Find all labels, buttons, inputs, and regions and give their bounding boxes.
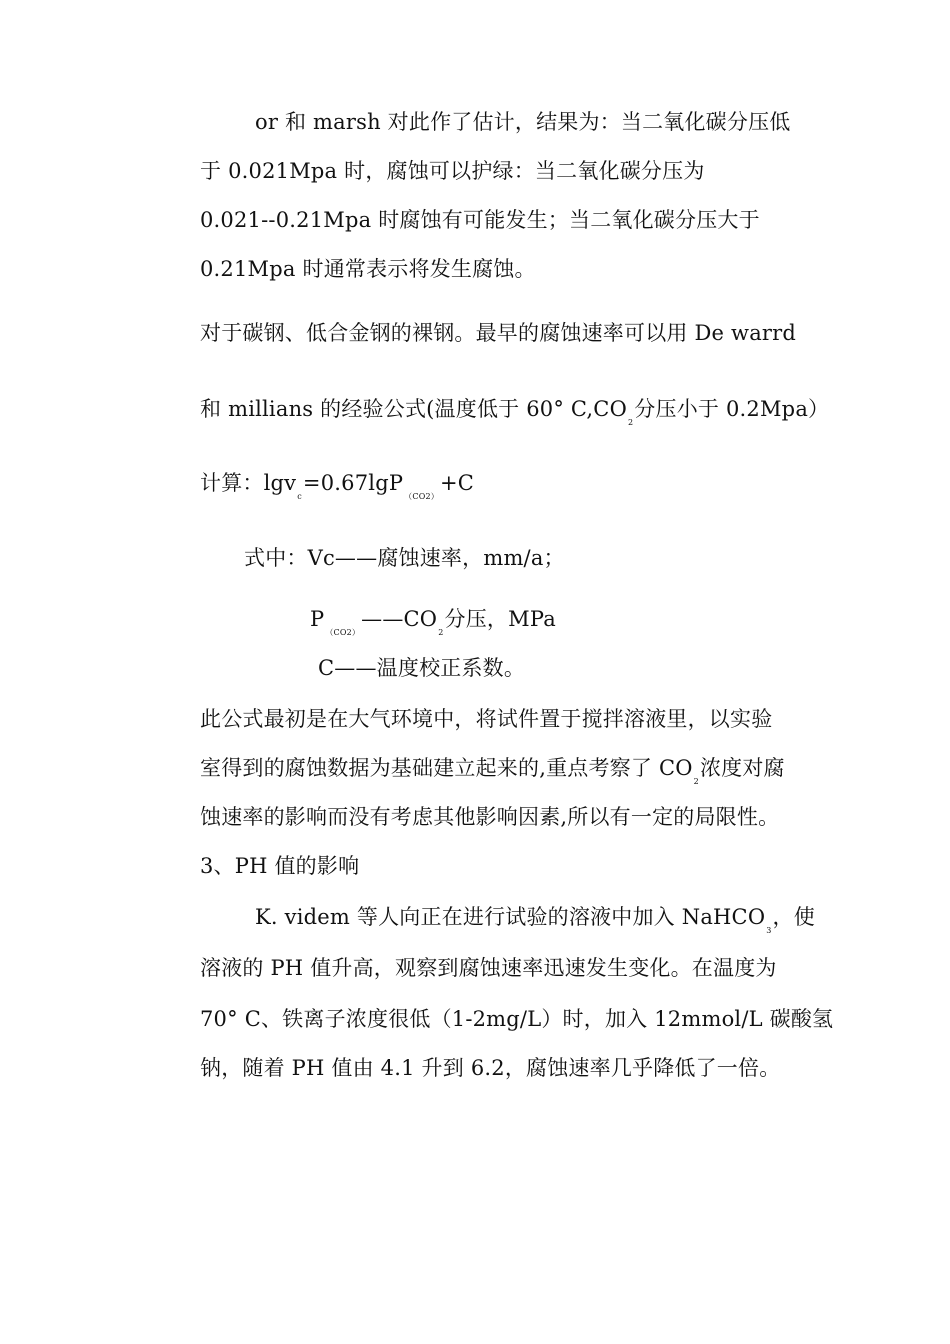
text-segment: K. videm 等人向正在进行试验的溶液中加入 NaHCO [255,905,766,929]
text-segment: 浓度对腐 [699,756,785,780]
text-segment: 分压，MPa [444,607,556,631]
text-segment: 和 millians 的经验公式(温度低于 60° C,CO [200,397,627,421]
paragraph-2-line-2 [200,396,829,427]
paragraph-3-line-3: 蚀速率的影响而没有考虑其他影响因素,所以有一定的局限性。 [200,805,780,829]
paragraph-4-line-3: 70° C、铁离子浓度很低（1-2mg/L）时，加入 12mmol/L 碳酸氢 [200,1007,834,1031]
text-segment: 室得到的腐蚀数据为基础建立起来的,重点考察了 CO [200,756,693,780]
section-heading: 3、PH 值的影响 [200,854,360,878]
subscript: （CO2） [404,492,439,501]
paragraph-1-line-3: 0.021--0.21Mpa 时腐蚀有可能发生；当二氧化碳分压大于 [200,208,760,232]
text-segment: ——CO [361,607,438,631]
text-segment: ，使 [772,905,815,929]
text-segment: =0.67lgP [302,471,404,495]
subscript: c [297,492,302,501]
subscript: 3 [766,926,772,935]
definition-vc: 式中：Vc——腐蚀速率，mm/a； [244,546,565,570]
text-segment: 计算：lgv [200,471,297,495]
subscript: 2 [438,628,444,637]
paragraph-1-line-1: or 和 marsh 对此作了估计，结果为：当二氧化碳分压低 [255,110,791,134]
paragraph-4-line-2: 溶液的 PH 值升高，观察到腐蚀速率迅速发生变化。在温度为 [200,956,777,980]
definition-c: C——温度校正系数。 [318,656,526,680]
subscript: 2 [693,777,699,786]
subscript: （CO2） [325,628,361,637]
paragraph-4-line-1 [255,904,815,935]
text-segment: 分压小于 0.2Mpa） [634,397,830,421]
text-segment: P [310,607,325,631]
subscript: 2 [628,418,634,427]
paragraph-4-line-4: 钠，随着 PH 值由 4.1 升到 6.2，腐蚀速率几乎降低了一倍。 [200,1056,781,1080]
paragraph-1-line-4: 0.21Mpa 时通常表示将发生腐蚀。 [200,257,536,281]
text-segment: +C [439,471,475,495]
paragraph-3-line-1: 此公式最初是在大气环境中，将试件置于搅拌溶液里，以实验 [200,707,773,731]
formula-line [200,470,474,501]
paragraph-3-line-2 [200,755,785,786]
definition-p [310,606,556,637]
paragraph-1-line-2: 于 0.021Mpa 时，腐蚀可以护绿：当二氧化碳分压为 [200,159,705,183]
paragraph-2-line-1: 对于碳钢、低合金钢的裸钢。最早的腐蚀速率可以用 De warrd [200,321,797,345]
